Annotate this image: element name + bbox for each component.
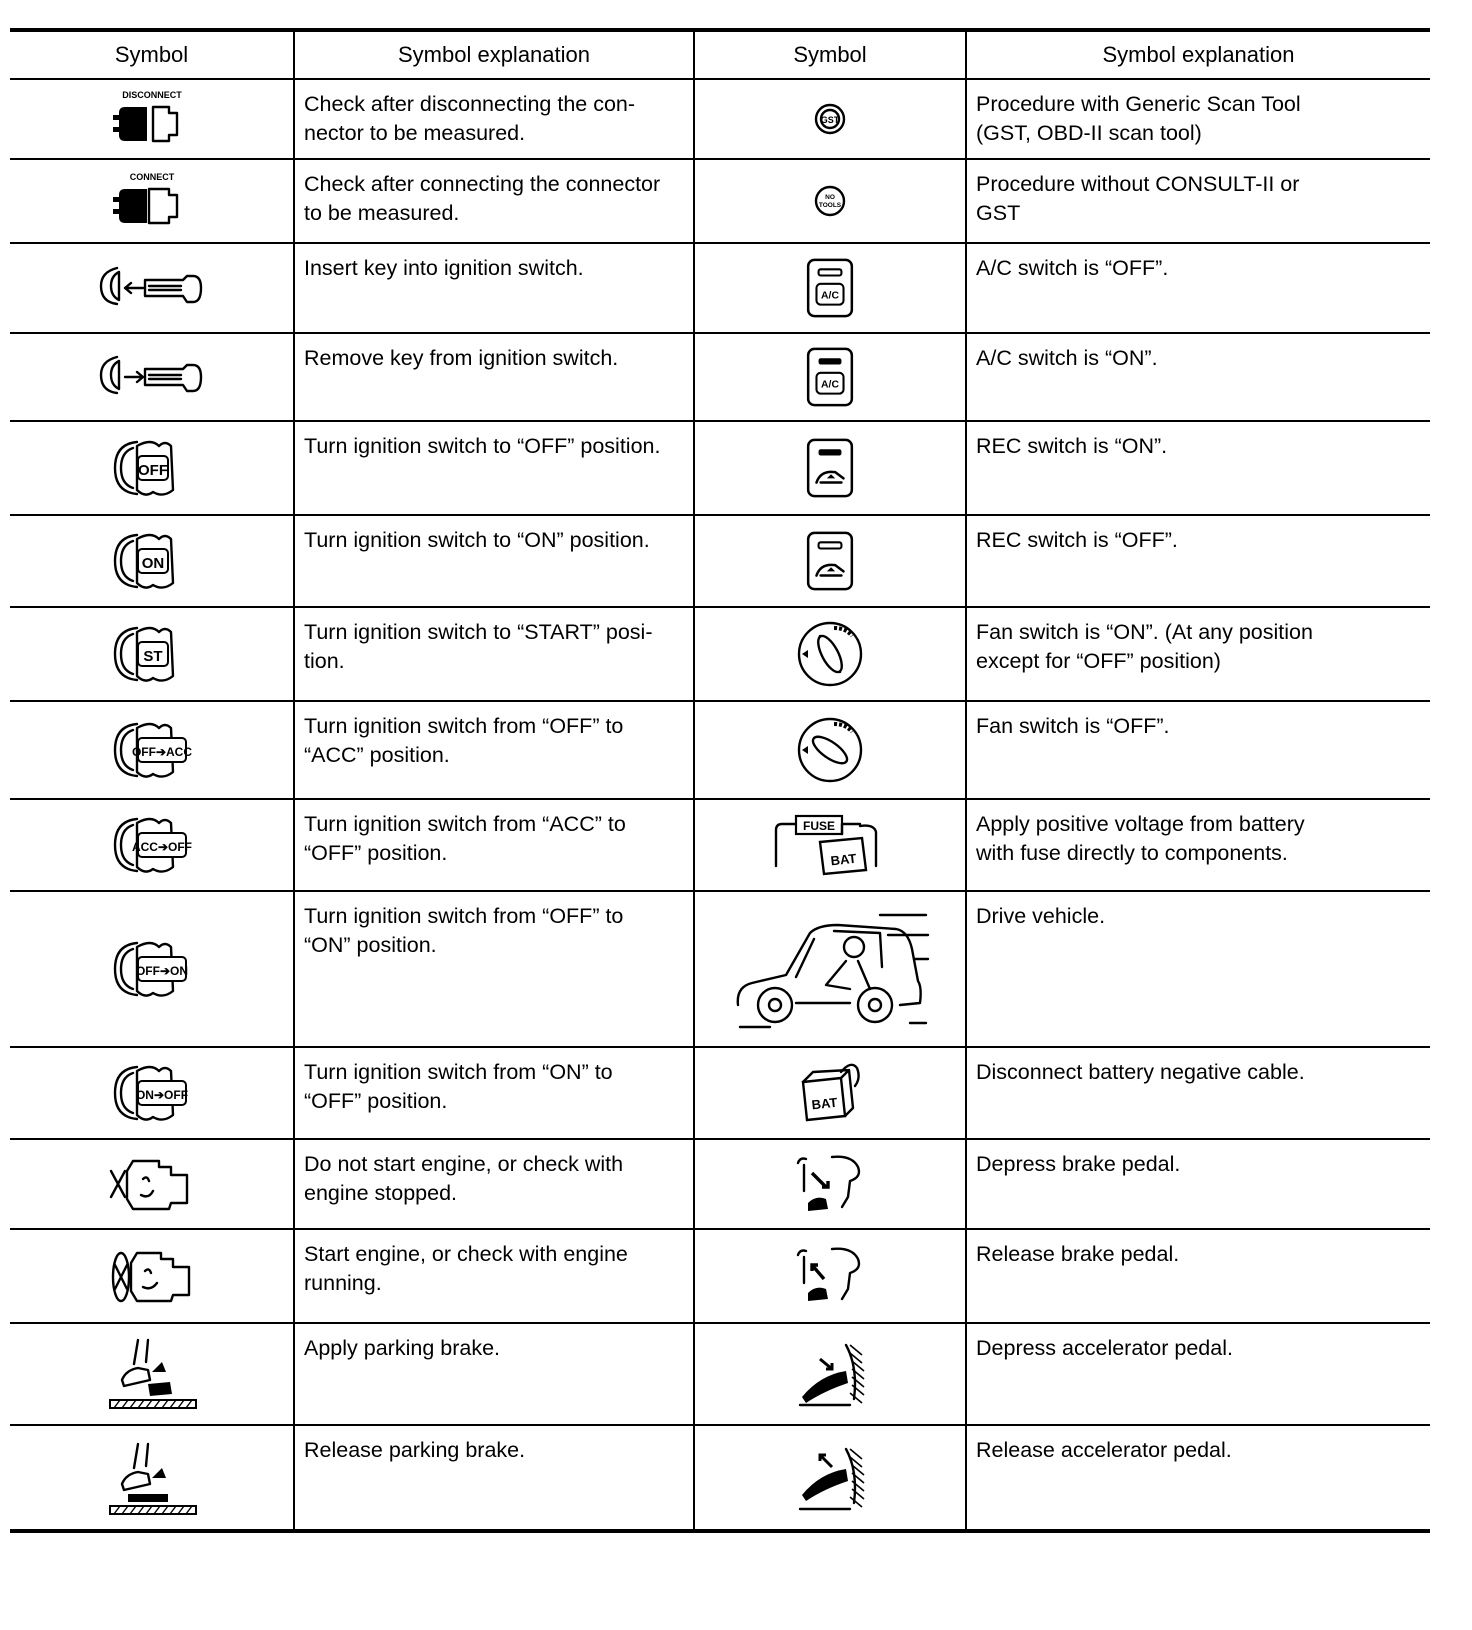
symbol-cell [694,799,966,891]
svg-text:BAT: BAT [829,850,858,869]
symbol-explanation: Release brake pedal. [966,1229,1430,1323]
symbol-cell [10,79,294,159]
symbol-cell [10,1229,294,1323]
symbol-explanation: Insert key into ignition switch. [294,243,694,333]
symbol-cell [10,1323,294,1425]
svg-text:OFF➔ON: OFF➔ON [135,964,188,978]
symbol-explanation: Procedure without CONSULT-II or GST [966,159,1430,243]
svg-text:OFF: OFF [137,462,168,479]
table-row [10,799,1430,891]
table-row [10,1047,1430,1139]
ignition-acc-to-off-icon [107,809,197,881]
symbol-cell [10,1425,294,1531]
symbol-explanation: Check after disconnecting the con- nector to be measured. [294,79,694,159]
symbol-cell [694,79,966,159]
table-row [10,1425,1430,1531]
ignition-off-icon [107,432,197,504]
symbol-explanation: A/C switch is “ON”. [966,333,1430,421]
table-row [10,701,1430,799]
table-row [10,1139,1430,1229]
symbol-cell [694,515,966,607]
release-brake-pedal-icon [792,1243,868,1309]
symbol-explanation: Apply positive voltage from battery with fuse directly to components. [966,799,1430,891]
symbol-cell [10,701,294,799]
symbol-cell [10,799,294,891]
symbol-explanation: Turn ignition switch from “OFF” to “ON” position. [294,891,694,1047]
table-row [10,79,1430,159]
symbol-explanation: REC switch is “ON”. [966,421,1430,515]
rec-switch-on-icon [804,436,856,500]
fan-switch-off-icon [794,714,866,786]
svg-text:BAT: BAT [810,1094,839,1113]
ignition-on-icon [107,525,197,597]
symbol-cell [694,243,966,333]
table-row [10,607,1430,701]
symbol-cell [694,1047,966,1139]
symbol-cell [10,1139,294,1229]
symbol-explanation: Procedure with Generic Scan Tool (GST, OBD-II scan tool) [966,79,1430,159]
column-header-explanation: Symbol explanation [966,30,1430,79]
symbol-explanation: Turn ignition switch from “ACC” to “OFF” position. [294,799,694,891]
symbol-cell [10,515,294,607]
symbol-table [10,28,1430,1533]
symbol-explanation: Depress brake pedal. [966,1139,1430,1229]
symbol-explanation: Turn ignition switch from “ON” to “OFF” position. [294,1047,694,1139]
connect-connector-icon [107,171,197,231]
svg-text:ON: ON [141,555,164,572]
disconnect-connector-icon [107,89,197,149]
symbol-cell [694,1425,966,1531]
table-row [10,891,1430,1047]
engine-running-icon [107,1243,197,1309]
svg-text:OFF➔ACC: OFF➔ACC [131,745,192,759]
release-parking-brake-icon [104,1438,200,1518]
depress-accelerator-icon [790,1341,870,1407]
symbol-explanation: Release accelerator pedal. [966,1425,1430,1531]
symbol-explanation: Drive vehicle. [966,891,1430,1047]
table-row [10,333,1430,421]
symbol-explanation: Turn ignition switch from “OFF” to “ACC” position. [294,701,694,799]
symbol-explanation: Turn ignition switch to “ON” position. [294,515,694,607]
svg-text:NO: NO [825,194,835,201]
symbol-explanation: Turn ignition switch to “OFF” position. [294,421,694,515]
svg-text:FUSE: FUSE [802,819,836,833]
symbol-cell [694,1229,966,1323]
release-accelerator-icon [790,1445,870,1511]
symbol-cell [694,421,966,515]
battery-disconnect-icon [795,1060,865,1126]
svg-text:DISCONNECT: DISCONNECT [121,90,182,100]
ignition-off-to-acc-icon [107,714,197,786]
symbol-explanation: Depress accelerator pedal. [966,1323,1430,1425]
apply-parking-brake-icon [104,1336,200,1412]
symbol-explanation: Fan switch is “ON”. (At any position except for “OFF” position) [966,607,1430,701]
svg-text:A/C: A/C [821,290,839,302]
ignition-off-to-on-icon [107,933,197,1005]
svg-text:TOOLS: TOOLS [818,202,842,209]
symbol-explanation: Remove key from ignition switch. [294,333,694,421]
table-row [10,1323,1430,1425]
symbol-cell [10,421,294,515]
gst-icon [813,102,847,136]
no-tools-icon [813,184,847,218]
symbol-cell [10,159,294,243]
insert-key-icon [97,258,207,318]
remove-key-icon [97,347,207,407]
symbol-cell [694,701,966,799]
symbol-cell [694,1323,966,1425]
fuse-battery-icon [770,812,890,878]
ignition-on-to-off-icon [107,1057,197,1129]
symbol-explanation: Do not start engine, or check with engine stopped. [294,1139,694,1229]
symbol-cell [694,159,966,243]
symbol-explanation: Turn ignition switch to “START” posi- tion. [294,607,694,701]
drive-vehicle-icon [730,905,930,1033]
symbol-explanation: Release parking brake. [294,1425,694,1531]
svg-text:A/C: A/C [821,379,839,391]
svg-text:GST: GST [820,115,840,125]
table-row [10,243,1430,333]
symbol-cell [10,1047,294,1139]
symbol-explanation: Check after connecting the connector to be measured. [294,159,694,243]
symbol-cell [694,891,966,1047]
symbol-cell [694,1139,966,1229]
svg-text:CONNECT: CONNECT [129,172,174,182]
table-row [10,515,1430,607]
symbol-explanation: Start engine, or check with engine running. [294,1229,694,1323]
symbol-cell [10,243,294,333]
symbol-explanation: Fan switch is “OFF”. [966,701,1430,799]
column-header-symbol: Symbol [694,30,966,79]
symbol-table-sheet [10,28,1430,1604]
symbol-explanation: REC switch is “OFF”. [966,515,1430,607]
symbol-cell [10,891,294,1047]
symbol-explanation: A/C switch is “OFF”. [966,243,1430,333]
table-row [10,1229,1430,1323]
fan-switch-on-icon [794,618,866,690]
svg-text:ACC➔OFF: ACC➔OFF [131,840,192,854]
column-header-explanation: Symbol explanation [294,30,694,79]
symbol-cell [10,333,294,421]
ac-switch-on-icon [804,345,856,409]
svg-text:ST: ST [142,648,163,665]
symbol-cell [10,607,294,701]
depress-brake-pedal-icon [792,1151,868,1217]
ac-switch-off-icon [804,256,856,320]
symbol-cell [694,333,966,421]
rec-switch-off-icon [804,529,856,593]
table-row [10,421,1430,515]
symbol-explanation: Disconnect battery negative cable. [966,1047,1430,1139]
svg-text:ON➔OFF: ON➔OFF [135,1088,188,1102]
ignition-start-icon [107,618,197,690]
engine-stopped-icon [107,1151,197,1217]
table-header-row [10,30,1430,79]
column-header-symbol: Symbol [10,30,294,79]
symbol-explanation: Apply parking brake. [294,1323,694,1425]
symbol-cell [694,607,966,701]
table-row [10,159,1430,243]
